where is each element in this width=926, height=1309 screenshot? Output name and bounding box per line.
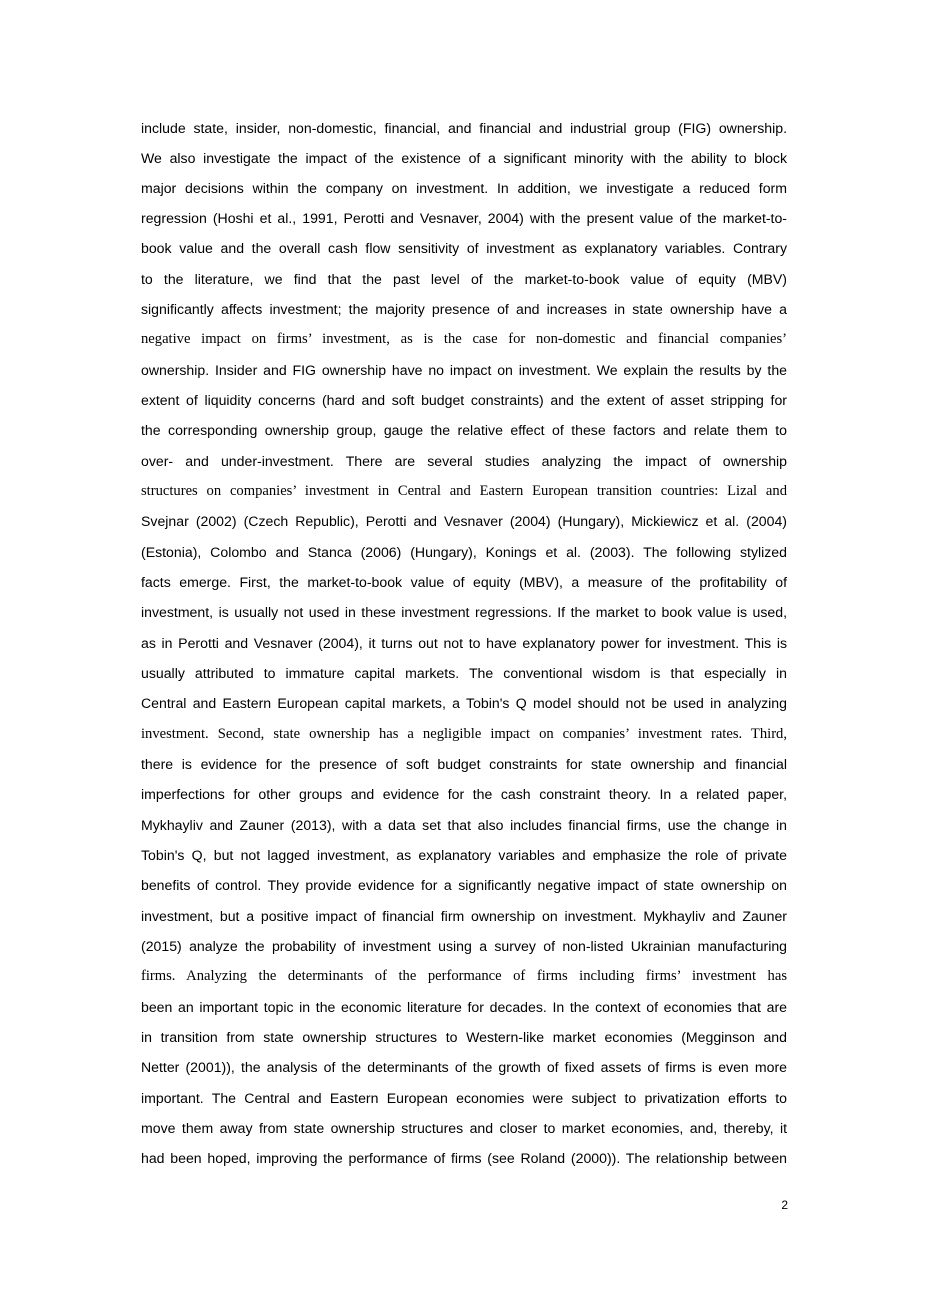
text-line: structures on companies’ investment in Central and Eastern European transition countries: Lizal and [141,483,787,499]
text-line: benefits of control. They provide evidence for a significantly negative impact of state ownership on [141,877,787,893]
text-line: move them away from state ownership structures and closer to market economies, and, thereby, it [141,1120,787,1136]
text-line: extent of liquidity concerns (hard and soft budget constraints) and the extent of asset stripping for [141,392,787,408]
text-line: firms. Analyzing the determinants of the performance of firms including firms’ investment has [141,968,787,984]
text-line: over- and under-investment. There are several studies analyzing the impact of ownership [141,453,787,469]
text-line: had been hoped, improving the performance of firms (see Roland (2000)). The relationship between [141,1150,787,1166]
text-line: ownership. Insider and FIG ownership have no impact on investment. We explain the results by the [141,362,787,378]
text-line: to the literature, we find that the past level of the market-to-book value of equity (MBV) [141,271,787,287]
text-line: include state, insider, non-domestic, financial, and financial and industrial group (FIG) ownership. [141,120,787,136]
page-number: 2 [781,1198,788,1212]
text-line: facts emerge. First, the market-to-book value of equity (MBV), a measure of the profitability of [141,574,787,590]
text-line: as in Perotti and Vesnaver (2004), it turns out not to have explanatory power for investment. This is [141,635,787,651]
text-line: the corresponding ownership group, gauge the relative effect of these factors and relate them to [141,422,787,438]
text-line: in transition from state ownership structures to Western-like market economies (Megginson and [141,1029,787,1045]
text-line: Tobin's Q, but not lagged investment, as explanatory variables and emphasize the role of private [141,847,787,863]
text-line: Mykhayliv and Zauner (2013), with a data set that also includes financial firms, use the change in [141,817,787,833]
text-line: (2015) analyze the probability of investment using a survey of non-listed Ukrainian manufacturing [141,938,787,954]
text-line: imperfections for other groups and evidence for the cash constraint theory. In a related paper, [141,786,787,802]
text-line: negative impact on firms’ investment, as is the case for non-domestic and financial companies’ [141,331,787,347]
text-line: investment, is usually not used in these investment regressions. If the market to book value is used, [141,604,787,620]
text-line: Netter (2001)), the analysis of the determinants of the growth of fixed assets of firms is even more [141,1059,787,1075]
text-line: Central and Eastern European capital markets, a Tobin's Q model should not be used in analyzing [141,695,787,711]
text-line: there is evidence for the presence of soft budget constraints for state ownership and financial [141,756,787,772]
text-line: usually attributed to immature capital markets. The conventional wisdom is that especially in [141,665,787,681]
text-line: regression (Hoshi et al., 1991, Perotti and Vesnaver, 2004) with the present value of the market-to- [141,210,787,226]
text-line: We also investigate the impact of the existence of a significant minority with the ability to block [141,150,787,166]
text-line: Svejnar (2002) (Czech Republic), Perotti and Vesnaver (2004) (Hungary), Mickiewicz et al. (2004) [141,513,787,529]
text-line: investment. Second, state ownership has a negligible impact on companies’ investment rates. Third, [141,726,787,742]
text-line: major decisions within the company on investment. In addition, we investigate a reduced form [141,180,787,196]
text-line: important. The Central and Eastern European economies were subject to privatization efforts to [141,1090,787,1106]
text-line: (Estonia), Colombo and Stanca (2006) (Hungary), Konings et al. (2003). The following stylized [141,544,787,560]
text-line: investment, but a positive impact of financial firm ownership on investment. Mykhayliv and Zauner [141,908,787,924]
text-line: significantly affects investment; the majority presence of and increases in state ownership have a [141,301,787,317]
text-line: been an important topic in the economic literature for decades. In the context of economies that are [141,999,787,1015]
text-line: book value and the overall cash flow sensitivity of investment as explanatory variables. Contrary [141,240,787,256]
